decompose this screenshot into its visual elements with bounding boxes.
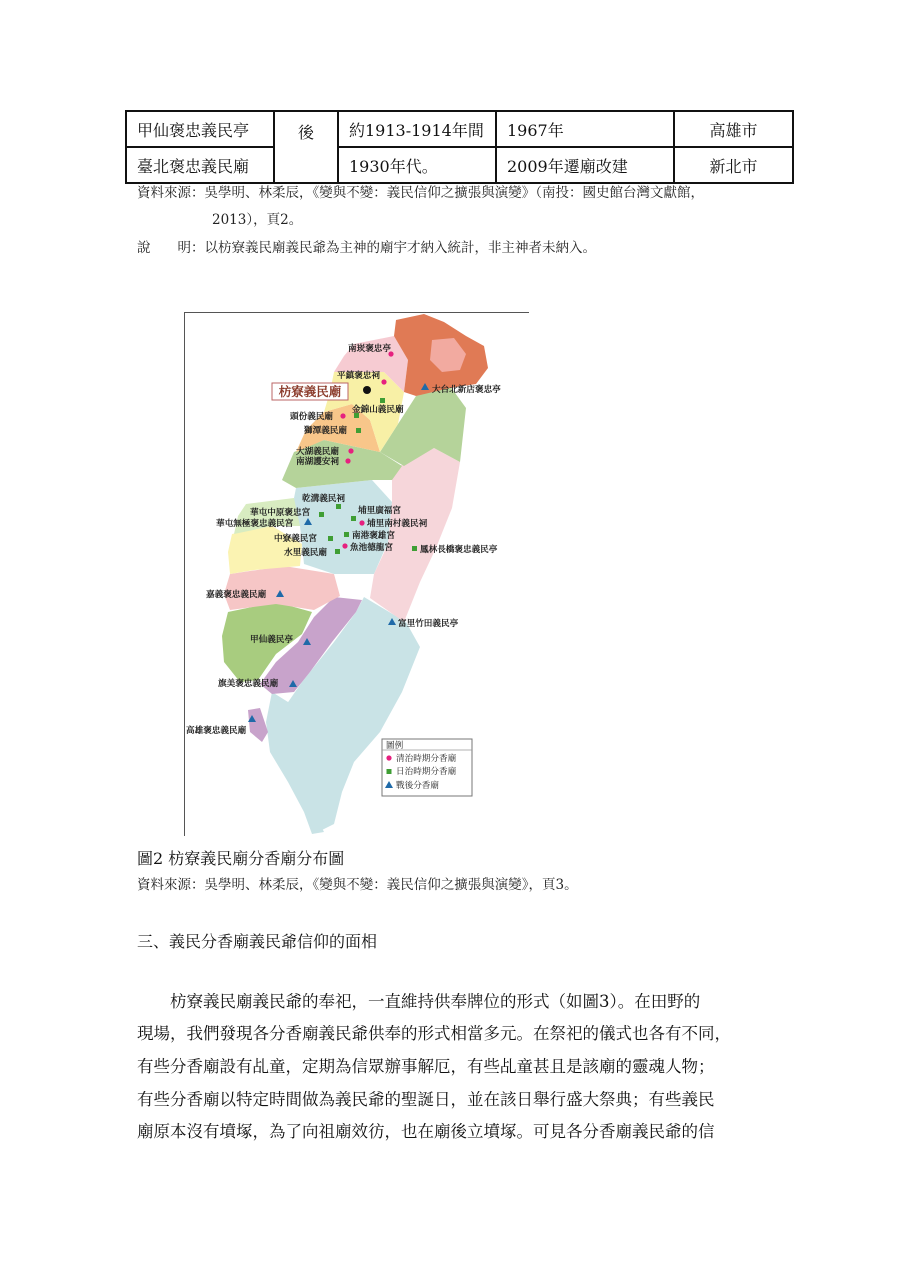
table-cell: 甲仙褒忠義民亭 <box>126 111 274 147</box>
map-label: 南湖護安祠 <box>296 457 339 467</box>
marker-japan <box>335 549 340 554</box>
map-label: 華屯無極褒忠義民宮 <box>216 519 294 529</box>
marker-japan <box>328 536 333 541</box>
legend-item: 戰後分香廟 <box>396 781 439 791</box>
map-label: 旗美褒忠義民廟 <box>218 679 279 689</box>
map-label: 高雄褒忠義民廟 <box>186 726 247 736</box>
table-cell: 1967年 <box>496 111 674 147</box>
marker-japan <box>336 504 341 509</box>
map-label: 嘉義褒忠義民廟 <box>206 590 267 600</box>
map-label: 埔里廣福宮 <box>358 506 401 516</box>
map-label: 甲仙義民亭 <box>250 635 293 645</box>
paragraph-line: 有些分香廟以特定時間做為義民爺的聖誕日，並在該日舉行盛大祭典；有些義民 <box>137 1090 715 1109</box>
map-label: 水里義民廟 <box>284 548 327 558</box>
legend-qing-icon <box>386 755 391 760</box>
marker-qing <box>359 520 364 525</box>
marker-qing <box>381 379 386 384</box>
table-cell: 2009年遷廟改建 <box>496 147 674 183</box>
distribution-map <box>184 312 529 836</box>
map-label: 平鎮褒忠祠 <box>337 371 380 381</box>
legend-item: 日治時期分香廟 <box>396 767 457 777</box>
map-label: 埔里南村義民祠 <box>367 519 428 529</box>
map-label: 大台北新店褒忠亭 <box>432 385 501 395</box>
map-label: 鳳林長橋褒忠義民亭 <box>420 545 498 555</box>
marker-qing <box>345 458 350 463</box>
region-tip <box>248 708 268 742</box>
table-source-line1: 資料來源：吳學明、林柔辰，《變與不變：義民信仰之擴張與演變》（南投：國史館台灣文獻館， <box>137 185 704 201</box>
temple-table <box>125 110 794 184</box>
marker-japan <box>344 532 349 537</box>
table-note: 說 明：以枋寮義民廟義民爺為主神的廟宇才納入統計，非主神者未納入。 <box>137 240 596 256</box>
legend-title: 圖例 <box>386 741 404 751</box>
table-row <box>126 147 793 183</box>
table-cell: 臺北褒忠義民廟 <box>126 147 274 183</box>
map-label: 魚池德龍宮 <box>350 543 393 553</box>
map-label: 獅潭義民廟 <box>304 426 347 436</box>
legend-item: 清治時期分香廟 <box>396 754 457 764</box>
legend-japan-icon <box>387 769 392 774</box>
table-cell: 約1913-1914年間 <box>338 111 496 147</box>
map-title-label: 枋寮義民廟 <box>278 384 342 399</box>
map-label: 華屯中原褒忠宮 <box>250 508 311 518</box>
paragraph-line: 枋寮義民廟義民爺的奉祀，一直維持供奉牌位的形式（如圖3）。在田野的 <box>137 992 701 1011</box>
map-label: 頭份義民廟 <box>290 412 333 422</box>
map-label: 大湖義民廟 <box>296 447 339 457</box>
marker-qing <box>348 448 353 453</box>
marker-qing <box>342 543 347 548</box>
map-label: 中寮義民宮 <box>274 534 317 544</box>
region-tainan <box>224 566 340 610</box>
map-legend <box>382 739 472 796</box>
table-row <box>126 111 793 147</box>
paragraph-line: 現場，我們發現各分香廟義民爺供奉的形式相當多元。在祭祀的儀式也各有不同， <box>137 1024 731 1043</box>
map-label: 金錦山義民廟 <box>352 405 404 415</box>
paragraph-line: 有些分香廟設有乩童，定期為信眾辦事解厄，有些乩童甚且是該廟的靈魂人物； <box>137 1057 715 1076</box>
map-label: 乾溝義民祠 <box>302 494 345 504</box>
marker-japan <box>319 512 324 517</box>
fangliao-marker <box>363 386 371 394</box>
marker-japan <box>412 546 417 551</box>
table-cell: 後 <box>274 111 338 183</box>
table-source-line2: 2013），頁2。 <box>212 212 303 228</box>
table-cell: 新北市 <box>674 147 793 183</box>
table-cell: 高雄市 <box>674 111 793 147</box>
section-heading: 三、義民分香廟義民爺信仰的面相 <box>137 932 378 951</box>
table-cell: 1930年代。 <box>338 147 496 183</box>
map-label: 富里竹田義民亭 <box>398 619 459 629</box>
marker-japan <box>351 516 356 521</box>
figure-source: 資料來源：吳學明、林柔辰，《變與不變：義民信仰之擴張與演變》，頁3。 <box>137 877 578 893</box>
marker-japan <box>380 398 385 403</box>
map-label: 南港褒雄宮 <box>352 531 395 541</box>
figure-caption: 圖2 枋寮義民廟分香廟分布圖 <box>137 849 345 868</box>
marker-japan <box>356 428 361 433</box>
map-label: 南崁褒忠亭 <box>348 344 391 354</box>
paragraph-line: 廟原本沒有墳塚，為了向祖廟效彷，也在廟後立墳塚。可見各分香廟義民爺的信 <box>137 1122 715 1141</box>
marker-qing <box>340 413 345 418</box>
